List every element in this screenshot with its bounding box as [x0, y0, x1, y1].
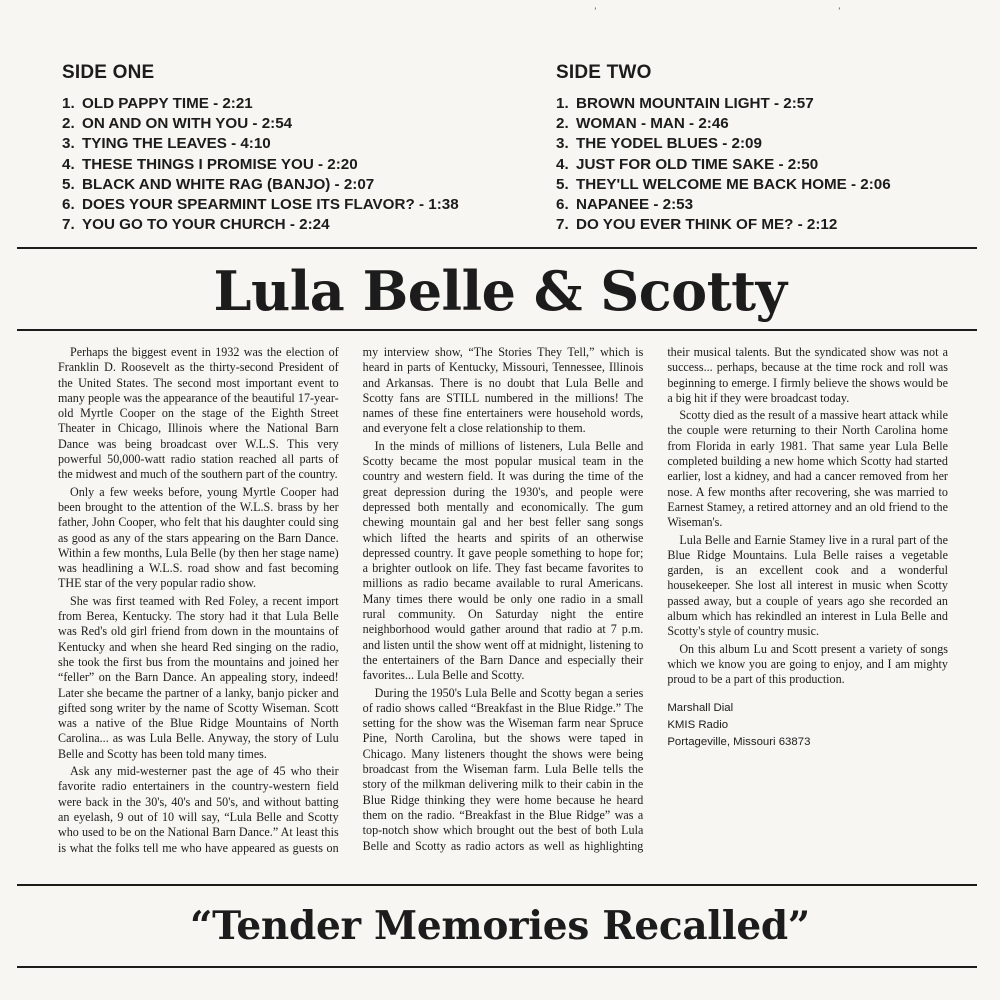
- track-item: 2. ON AND ON WITH YOU - 2:54: [62, 115, 293, 133]
- liner-paragraph: Ask any mid-westerner past the age of 45 who their favorite radio entertainers in the country-western field were back in the 30's, 40's and 50's, and without batting an eyelash, 9 out of 10 will say, “Lula Belle and Scotty who used to be on the National Barn Dance.” At least this is what the folks tell me who have appeared as guests on my interview show, “The Stories They Tell,” which is heard in parts of Kentucky, Missouri, Tennessee, Illinois and Arkansas. There is no doubt that Lula Belle and Scotty fans are STILL numbered in the millions! The names of these fine entertainers were household words, and everyone felt a close relationship to them.: [58, 345, 644, 855]
- liner-paragraph: Perhaps the biggest event in 1932 was the election of Franklin D. Roosevelt as the thirty-second President of the United States. The second most important event to many people was the appearance of the beautiful 17-year-old Myrtle Cooper on the stage of the Eighth Street Theater in Chicago, Illinois where the National Barn Dance was being broadcast over W.L.S. This very powerful 50,000-watt radio station reached all parts of the midwest and much of the southern part of the country.: [58, 345, 339, 482]
- track-item: 5. BLACK AND WHITE RAG (BANJO) - 2:07: [62, 175, 375, 193]
- liner-paragraph: On this album Lu and Scott present a variety of songs which we know you are going to enjoy, and I am mighty proud to be a part of this production.: [667, 641, 948, 687]
- side-two-tracks: [556, 94, 976, 235]
- liner-paragraph: During the 1950's Lula Belle and Scotty began a series of radio shows called “Breakfast in the Blue Ridge.” The setting for the show was the Wiseman farm near Spruce Pine, North Carolina, but the shows were taped in Chicago. Many listeners thought the shows were being broadcast from the Wiseman farm. Lula Belle tells the story of the milkman delivering milk to their cabin in the Blue Ridge thinking they were home because he heard them on the radio. “Breakfast in the Blue Ridge” was a top-notch show which brought out the best of both Lula Belle and Scotty as radio actors as well as highlighting their musical talents. But the syndicated show was not a success... perhaps, because at the time rock and roll was beginning to emerge. I firmly believe the shows would be a big hit if they were broadcast today.: [362, 345, 948, 853]
- track-item: 6. DOES YOUR SPEARMINT LOSE ITS FLAVOR? - 1:38: [62, 196, 459, 214]
- liner-paragraph: Only a few weeks before, young Myrtle Cooper had been brought to the attention of the W.L.S. brass by her father, John Cooper, who felt that his daughter could sing as good as any of the stars appearing on the Barn Dance. Within a few months, Lula Belle (by then her stage name) was headlining a W.L.S. road show and fast becoming THE star of the very popular radio show.: [58, 484, 339, 591]
- side-one-tracks: [62, 94, 532, 235]
- track-item: 2. WOMAN - MAN - 2:46: [556, 115, 729, 133]
- signature-station: KMIS Radio: [667, 718, 729, 731]
- track-item: 3. THE YODEL BLUES - 2:09: [556, 135, 762, 153]
- track-item: 7. YOU GO TO YOUR CHURCH - 2:24: [62, 216, 330, 234]
- corner-tick-mark: ’: [838, 6, 841, 15]
- side-one-tracklist: [62, 62, 532, 235]
- track-item: 4. JUST FOR OLD TIME SAKE - 2:50: [556, 155, 819, 173]
- liner-paragraph: Lula Belle and Earnie Stamey live in a rural part of the Blue Ridge Mountains. Lula Belle raises a vegetable garden, is an excellent cook and a wonderful housekeeper. She lost all interest in music when Scotty passed away, but a couple of years ago she recorded an album which has rekindled an interest in Lula Belle and Scotty's style of country music.: [667, 532, 948, 639]
- track-item: 5. THEY'LL WELCOME ME BACK HOME - 2:06: [556, 175, 891, 193]
- track-item: 7. DO YOU EVER THINK OF ME? - 2:12: [556, 216, 838, 234]
- liner-paragraph: She was first teamed with Red Foley, a recent import from Berea, Kentucky. The story had it that Lula Belle was Red's old girl friend from down in the mountains of Kentucky and when she heard Red singing on the radio, she took the first bus from the mountains and joined her “feller” on the Barn Dance. An appealing story, indeed! Later she became the partner of a lanky, banjo picker and gifted song writer by the name of Scotty Wiseman. Scott was a native of the Blue Ridge Mountains of North Carolina... as was Lula Belle. Anyway, the story of Lulu Belle and Scotty has been told many times.: [58, 593, 339, 761]
- album-title: “Tender Memories Recalled”: [190, 903, 810, 949]
- divider-rule: [17, 247, 977, 249]
- corner-tick-mark: ’: [594, 6, 597, 15]
- divider-rule: [17, 966, 977, 968]
- track-item: 1. BROWN MOUNTAIN LIGHT - 2:57: [556, 95, 814, 112]
- liner-paragraph: In the minds of millions of listeners, Lula Belle and Scotty became the most popular musical team in the country and western field. It was during the time of the great depression during the 1930's, and people were depressed both mentally and economically. The gum chewing mountain gal and her best feller sang songs which lifted the hearts and spirits of an otherwise depressed country. It gave people something to hope for; a brighter outlook on life. They fast became favorites to millions as radio became available to rural Americans. Many times there would be only one radio in a small rural community. On Saturday night the entire neighborhood would gather around that radio at 7 p.m. and listen until the show went off at midnight, listening to the entertainers of the Barn Dance and especially their favorites... Lula Belle and Scotty.: [362, 438, 644, 683]
- track-item: 1. OLD PAPPY TIME - 2:21: [62, 95, 253, 112]
- signature-location: Portageville, Missouri 63873: [667, 735, 811, 748]
- side-one-heading: SIDE ONE: [62, 62, 155, 83]
- signature-name: Marshall Dial: [667, 701, 734, 714]
- artist-title: Lula Belle & Scotty: [213, 259, 787, 323]
- track-item: 3. TYING THE LEAVES - 4:10: [62, 135, 271, 153]
- divider-rule: [17, 329, 977, 331]
- liner-notes: [58, 345, 948, 865]
- side-two-tracklist: [556, 62, 976, 235]
- signature-block: [667, 700, 948, 751]
- track-item: 6. NAPANEE - 2:53: [556, 196, 694, 214]
- liner-paragraph: Scotty died as the result of a massive heart attack while the couple were returning to their North Carolina home from Florida in early 1981. That same year Lula Belle completed building a new home which Scotty had started earlier, lost a kidney, and had a cancer removed from her nose. A few months after recovering, she was married to Earnest Stamey, a retired attorney and an old friend to the Wiseman's.: [667, 408, 948, 530]
- divider-rule: [17, 884, 977, 886]
- side-two-heading: SIDE TWO: [556, 62, 652, 83]
- track-item: 4. THESE THINGS I PROMISE YOU - 2:20: [62, 155, 358, 173]
